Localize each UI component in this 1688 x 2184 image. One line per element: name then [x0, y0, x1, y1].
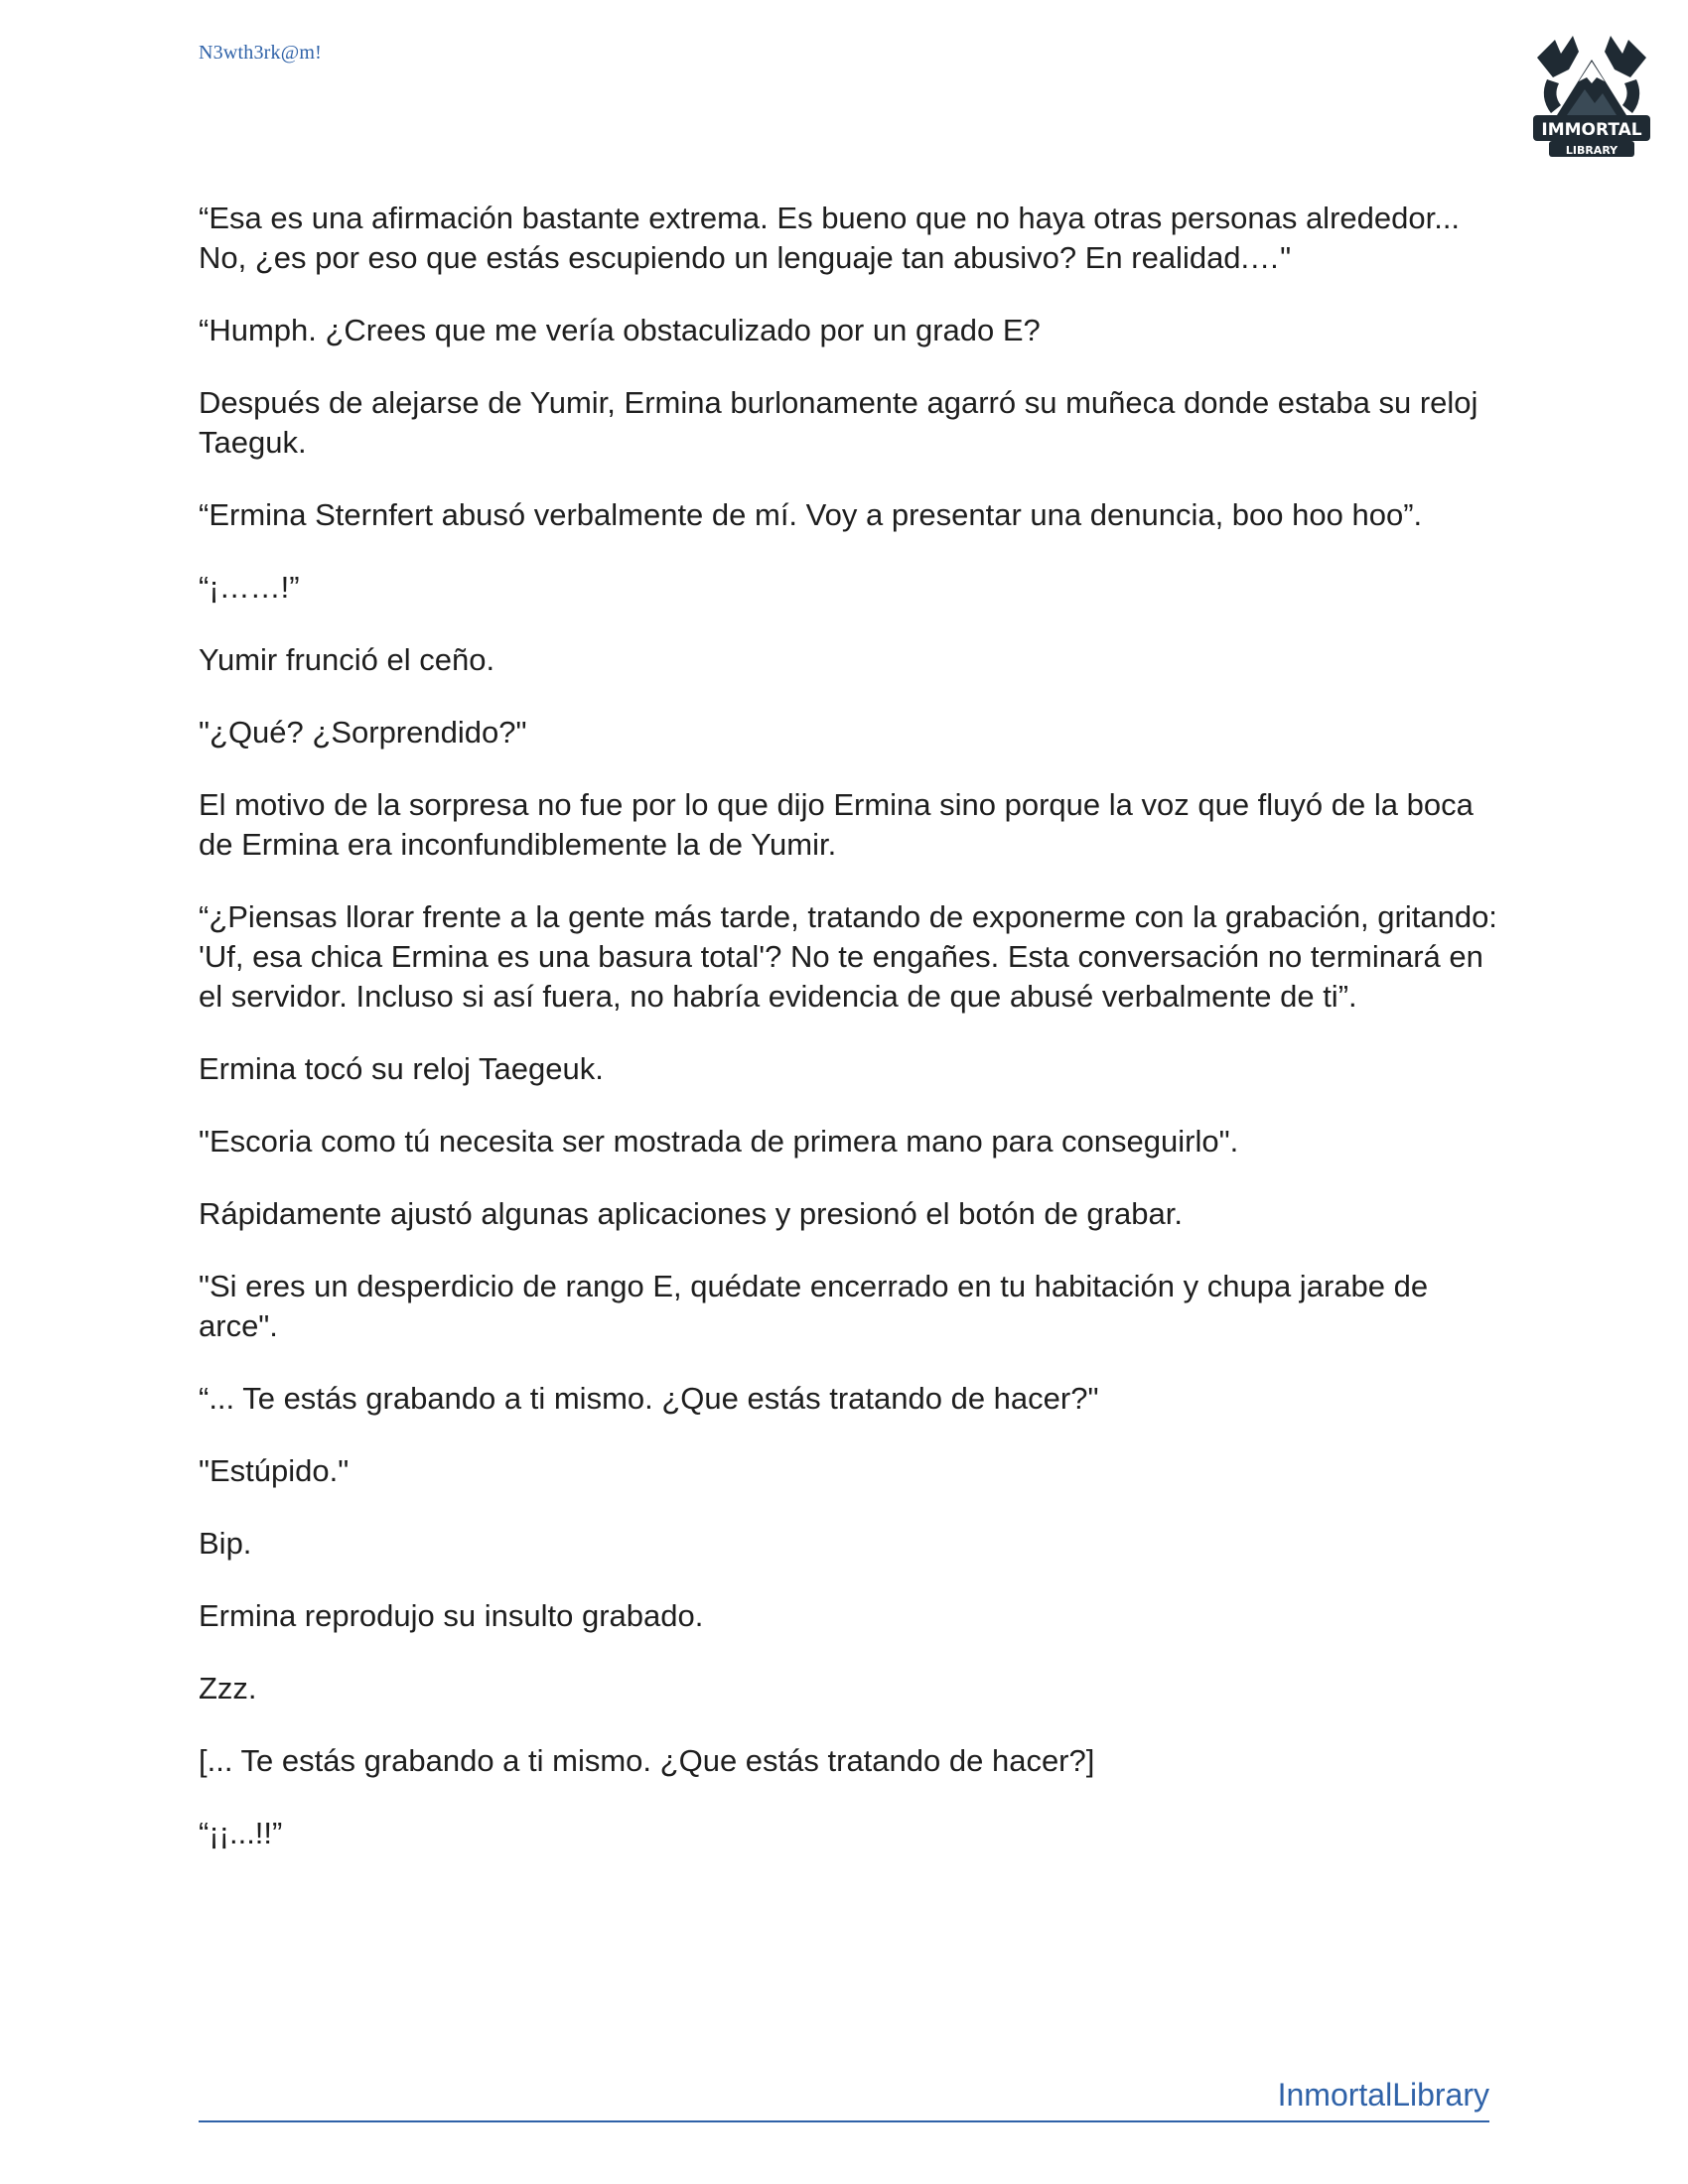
header-tag: N3wth3rk@m! [199, 42, 322, 64]
page-footer [199, 2075, 1489, 2122]
paragraph: “¿Piensas llorar frente a la gente más tarde, tratando de exponerme con la grabación, gritando: 'Uf, esa chica Ermina es una basura total'? No te engañes. Esta conversación no terminará en el servidor. Incluso si así fuera, no habría evidencia de que abusé verbalmente de ti”. [199, 899, 1497, 1014]
paragraph: El motivo de la sorpresa no fue por lo que dijo Ermina sino porque la voz que fluyó de la boca de Ermina era inconfundiblemente la de Yumir. [199, 787, 1474, 862]
paragraph: "Si eres un desperdicio de rango E, quédate encerrado en tu habitación y chupa jarabe de arce". [199, 1269, 1429, 1343]
paragraph: Ermina tocó su reloj Taegeuk. [199, 1051, 604, 1086]
paragraph: “¡¡...!!” [199, 1816, 283, 1850]
paragraph: Después de alejarse de Yumir, Ermina burlonamente agarró su muñeca donde estaba su reloj Taeguk. [199, 385, 1478, 460]
paragraph: "Estúpido." [199, 1453, 350, 1488]
paragraph: Bip. [199, 1526, 252, 1561]
paragraph: Yumir frunció el ceño. [199, 642, 495, 677]
paragraph: Zzz. [199, 1671, 257, 1706]
paragraph: [... Te estás grabando a ti mismo. ¿Que estás tratando de hacer?] [199, 1743, 1095, 1778]
paragraph: “Humph. ¿Crees que me vería obstaculizado por un grado E? [199, 313, 1041, 347]
paragraph: “Ermina Sternfert abusó verbalmente de mí. Voy a presentar una denuncia, boo hoo hoo”. [199, 497, 1423, 532]
paragraph: “Esa es una afirmación bastante extrema. Es bueno que no haya otras personas alrededor... No, ¿es por eso que estás escupiendo un lenguaje tan abusivo? En realidad.…" [199, 201, 1461, 275]
logo-text-top: IMMORTAL [1541, 120, 1642, 140]
document-body [199, 199, 1499, 1886]
immortal-library-logo [1517, 18, 1666, 167]
paragraph: “... Te estás grabando a ti mismo. ¿Que estás tratando de hacer?" [199, 1381, 1099, 1416]
paragraph: "Escoria como tú necesita ser mostrada de primera mano para conseguirlo". [199, 1124, 1239, 1159]
paragraph: “¡……!” [199, 570, 300, 605]
dragon-mountain-crest-icon [1517, 18, 1666, 167]
paragraph: "¿Qué? ¿Sorprendido?" [199, 715, 527, 750]
paragraph: Ermina reprodujo su insulto grabado. [199, 1598, 704, 1633]
footer-link[interactable]: InmortalLibrary [1277, 2077, 1489, 2113]
logo-text-bottom: LIBRARY [1565, 144, 1618, 157]
paragraph: Rápidamente ajustó algunas aplicaciones y presionó el botón de grabar. [199, 1196, 1183, 1231]
